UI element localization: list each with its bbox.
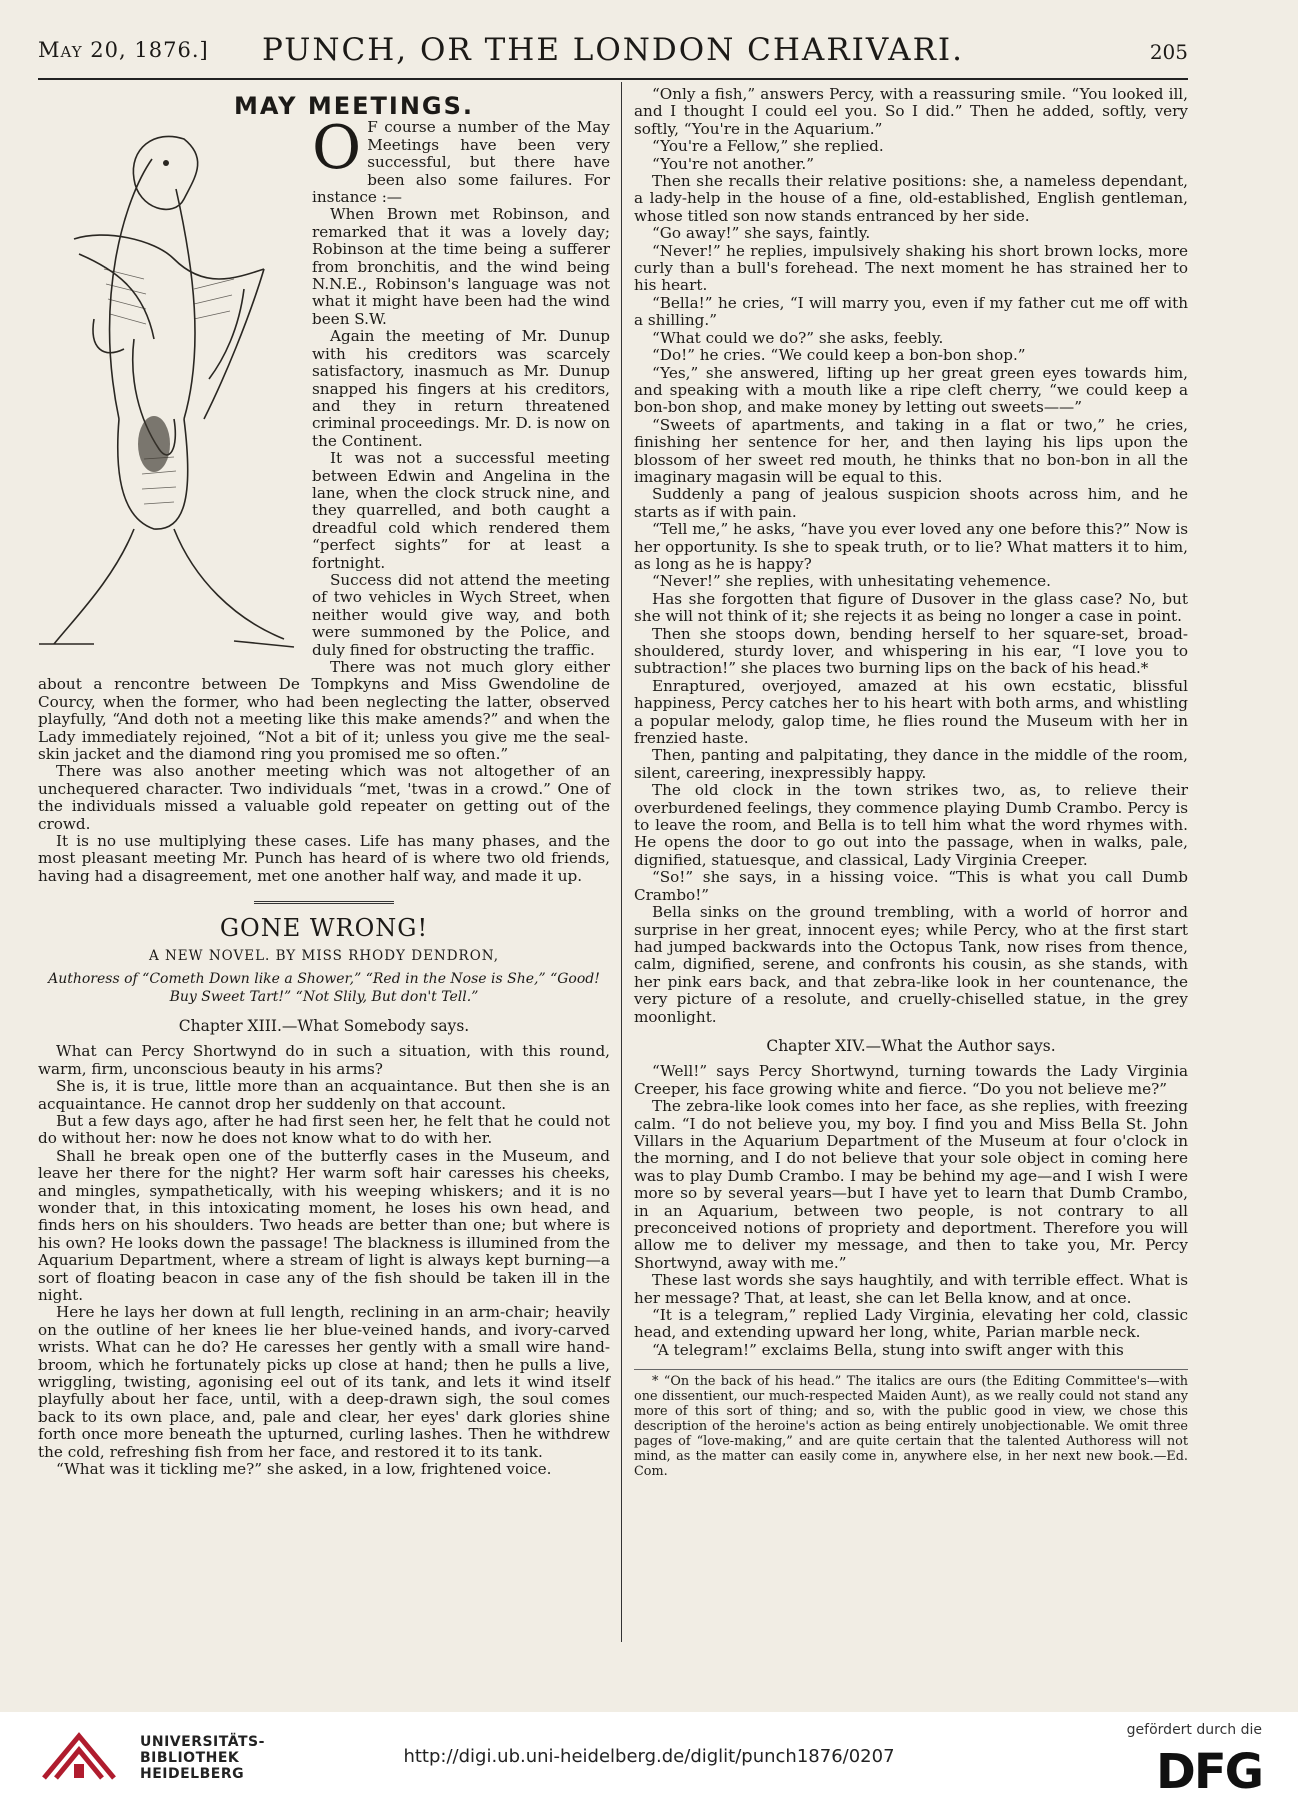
novel-paragraph: “Only a fish,” answers Percy, with a reassuring smile. “You looked ill, and I thought I could eel you. So I did.” Then he added, softly, very softly, “You're in the Aquarium.” [634, 85, 1188, 138]
novel-paragraph: Then, panting and palpitating, they dance in the middle of the room, silent, careering, inexpressibly happy. [634, 746, 1188, 782]
editorial-footnote: * “On the back of his head.” The italics are ours (the Editing Committee's—with one dissentient, our much-respected Maiden Aunt), as we really could not stand any more of this sort of thing; and so, with the public good in view, we chose this description of the heroine's action as being entirely unobjectionable. We omit three pages of “love-making,” and are quite certain that the talented Authoress will not mind, as the matter can easily come in, anywhere else, in her next new book.—Ed. Com. [634, 1369, 1188, 1479]
page-header [38, 26, 1188, 80]
left-column [38, 86, 610, 1478]
novel-paragraph: What can Percy Shortwynd do in such a situation, with this round, warm, firm, unconscious beauty in his arms? [38, 1042, 610, 1078]
novel-paragraph: “A telegram!” exclaims Bella, stung into swift anger with this [652, 1340, 1124, 1359]
novel-paragraph: But a few days ago, after he had first seen her, he felt that he could not do without her: now he does not know what to do with her. [38, 1111, 610, 1148]
novel-paragraph: Then she stoops down, bending herself to her square-set, broad-shouldered, sturdy lover, and whispering in his ear, “I love you to subtraction!” she places two burning lips on the back of his head.* [634, 624, 1188, 678]
novel-paragraph: Has she forgotten that figure of Dusover in the glass case? No, but she will not think of it; she rejects it as being no longer a case in point. [634, 589, 1188, 626]
may-meetings-paragraph: Success did not attend the meeting of two vehicles in Wych Street, when neither would give way, and both were summoned by the Police, and duly fined for obstructing the traffic. [312, 570, 610, 659]
library-name: UNIVERSITÄTS- BIBLIOTHEK HEIDELBERG [140, 1734, 265, 1782]
novel-paragraph: “Sweets of apartments, and taking in a flat or two,” he cries, finishing her sentence for her, and then laying his lips upon the blossom of her sweet red mouth, he thinks that no bon-bon in all the imaginary magasin will be equal to this. [634, 415, 1188, 486]
novel-paragraph: She is, it is true, little more than an acquaintance. But then she is an acquaintance. He cannot drop her suddenly on that account. [38, 1077, 610, 1113]
column-divider [621, 82, 622, 1642]
novel-paragraph: “What was it tickling me?” she asked, in a low, frightened voice. [56, 1460, 552, 1479]
funding-note: gefördert durch die [1126, 1722, 1262, 1738]
dropcap-letter: O [312, 113, 362, 184]
novel-paragraph: “You're not another.” [652, 154, 814, 173]
section-rule [254, 901, 394, 906]
gone-wrong-title: GONE WRONG! [219, 914, 429, 943]
novel-paragraph: The old clock in the town strikes two, as, to relieve their overburdened feelings, they commence playing Dumb Crambo. Percy is to leave the room, and Bella is to tell him what the word rhymes with. He opens the door to go out into the passage, when in walks, pale, dignified, statuesque, and classical, Lady Virginia Creeper. [634, 781, 1188, 869]
novel-paragraph: “Yes,” she answered, lifting up her great green eyes towards him, and speaking with a mouth like a ripe cleft cherry, “we could keep a bon-bon shop, and make money by letting out sweets——” [634, 363, 1188, 417]
may-meetings-paragraph: F course a number of the May Meetings have been very successful, but there have been also some failures. For instance :— [312, 118, 610, 207]
right-column [634, 86, 1188, 1479]
novel-paragraph: “What could we do?” she asks, feebly. [652, 328, 944, 347]
masthead-title: PUNCH, OR THE LONDON CHARIVARI. [261, 32, 965, 68]
novel-paragraph: “Bella!” he cries, “I will marry you, even if my father cut me off with a shilling.” [634, 293, 1188, 330]
novel-paragraph: These last words she says haughtily, and with terrible effect. What is her message? That, at least, she can let Bella know, and at once. [634, 1271, 1188, 1307]
dfg-logo[interactable]: DFG [1155, 1744, 1262, 1800]
novel-paragraph: “Tell me,” he asks, “have you ever loved any one before this?” Now is her opportunity. Is she to speak truth, or to lie? What matters it to him, as long as he is happy? [634, 520, 1188, 573]
may-meetings-paragraph: Again the meeting of Mr. Dunup with his creditors was scarcely satisfactory, inasmuch as Mr. Dunup snapped his fingers at his creditors, and they in return threatened criminal proceedings. Mr. D. is now on the Continent. [312, 327, 610, 450]
novel-paragraph: “Well!” says Percy Shortwynd, turning towards the Lady Virginia Creeper, his face growing white and fierce. “Do you not believe me?” [634, 1062, 1188, 1098]
novel-paragraph: “So!” she says, in a hissing voice. “This is what you call Dumb Crambo!” [634, 868, 1188, 904]
digitization-footer [0, 1712, 1298, 1803]
may-meetings-paragraph: There was not much glory either about a rencontre between De Tompkyns and Miss Gwendoline de Courcy, when the former, who had been neglecting the latter, observed playfully, “And doth not a meeting like this make amends?” and when the Lady immediately rejoined, “Not a bit of it; unless you give me the seal-skin jacket and the diamond ring you promised me so often.” [38, 658, 610, 764]
may-meetings-paragraph: When Brown met Robinson, and remarked that it was a lovely day; Robinson at the time being a sufferer from bronchitis, and the wind being N.N.E., Robinson's language was not what it might have been had the wind been S.W. [312, 205, 610, 328]
chapter-heading: Chapter XIV.—What the Author says. [766, 1036, 1056, 1055]
may-meetings-paragraph: It is no use multiplying these cases. Life has many phases, and the most pleasant meeting Mr. Punch has heard of is where two old friends, having had a disagreement, met one another half way, and made it up. [38, 832, 610, 885]
chapter-heading: Chapter XIII.—What Somebody says. [178, 1016, 470, 1035]
novel-paragraph: Shall he break open one of the butterfly cases in the Museum, and leave her there for the night? Her warm soft hair caresses his cheeks, and mingles, sympathetically, with his weeping whiskers; and it is no wonder that, in this intoxicating moment, he loses his own head, and finds hers on his shoulders. Two heads are better than one; but where is his own? He looks down the passage! The blackness is illumined from the Aquarium Department, where a stream of light is always kept burning—a sort of floating beacon in case any of the fish should be taken ill in the night. [38, 1146, 610, 1304]
may-meetings-paragraph: There was also another meeting which was not altogether of an unchequered character. Two individuals “met, 'twas in a crowd.” One of the individuals missed a valuable gold repeater on getting out of the crowd. [38, 762, 610, 833]
permalink-url[interactable]: http://digi.ub.uni-heidelberg.de/diglit/punch1876/0207 [403, 1746, 895, 1767]
novel-paragraph: The zebra-like look comes into her face, as she replies, with freezing calm. “I do not believe you, my boy. I find you and Miss Bella St. John Villars in the Aquarium Department of the Museum at four o'clock in the morning, and I do not believe that your sole object in coming here was to play Dumb Crambo. I may be behind my age—and I wish I were more so by several years—but I have yet to learn that Dumb Crambo, in an Aquarium, between two people, is not contrary to all preconceived notions of propriety and deportment. Therefore you will allow me to deliver my message, and then to take you, Mr. Percy Shortwynd, away with me.” [634, 1097, 1188, 1272]
novel-paragraph: Here he lays her down at full length, reclining in an arm-chair; heavily on the outline of her knees lie her blue-veined hands, and ivory-carved wrists. What can he do? He caresses her gently with a small wire hand-broom, which he fortunately picks up close at hand; then he pulls a live, wriggling, twisting, agonising eel out of its tank, and lets it wind itself playfully about her face, until, with a deep-drawn sigh, the soul comes back to its own place, and, pale and clear, her eyes' dark glories shine forth once more beneath the upturned, curling lashes. Then he withdrew the cold, refreshing fish from her face, and restored it to its tank. [38, 1303, 610, 1461]
novel-paragraph: “Go away!” she says, faintly. [652, 224, 871, 243]
authoress-credits: Authoress of “Cometh Down like a Shower,” “Red in the Nose is She,” “Good! Buy Sweet Tart!” “Not Slily, But don't Tell.” [48, 971, 600, 1005]
novel-paragraph: “It is a telegram,” replied Lady Virginia, elevating her cold, classic head, and extending upward her long, white, Parian marble neck. [634, 1306, 1188, 1342]
novel-paragraph: “You're a Fellow,” she replied. [652, 137, 884, 156]
pelican-caricature-illustration [34, 119, 302, 659]
novel-paragraph: Then she recalls their relative positions: she, a nameless dependant, a lady-help in the house of a fine, old-established, English gentleman, whose titled son now stands entranced by her side. [634, 172, 1188, 225]
novel-paragraph: “Never!” she replies, with unhesitating vehemence. [652, 572, 1051, 591]
novel-paragraph: Suddenly a pang of jealous suspicion shoots across him, and he starts as if with pain. [634, 485, 1188, 521]
may-meetings-paragraph: It was not a successful meeting between Edwin and Angelina in the lane, when the clock struck nine, and they quarrelled, and both caught a dreadful cold which rendered them “perfect sights” for at least a fortnight. [312, 449, 610, 572]
novel-paragraph: Bella sinks on the ground trembling, with a world of horror and surprise in her great, innocent eyes; while Percy, who at the first start had jumped backwards into the Octopus Tank, now rises from thence, calm, dignified, serene, and confronts his cousin, as she stands, with her pink ears back, and that zebra-like look in her countenance, the very picture of a resolute, and cruelly-chiselled statue, in the grey moonlight. [634, 903, 1188, 1026]
novel-byline: A NEW NOVEL. BY MISS RHODY DENDRON, [148, 947, 500, 964]
issue-date: May 20, 1876.] [38, 38, 209, 62]
may-meetings-title: MAY MEETINGS. [233, 92, 475, 120]
novel-paragraph: “Do!” he cries. “We could keep a bon-bon shop.” [652, 346, 1026, 365]
novel-paragraph: “Never!” he replies, impulsively shaking his short brown locks, more curly than a bull's forehead. The next moment he has strained her to his heart. [634, 241, 1188, 295]
page-number: 205 [1149, 40, 1188, 64]
novel-paragraph: Enraptured, overjoyed, amazed at his own ecstatic, blissful happiness, Percy catches her to his heart with both arms, and whistling a popular melody, galop time, he flies round the Museum with her in frenzied haste. [634, 676, 1188, 748]
